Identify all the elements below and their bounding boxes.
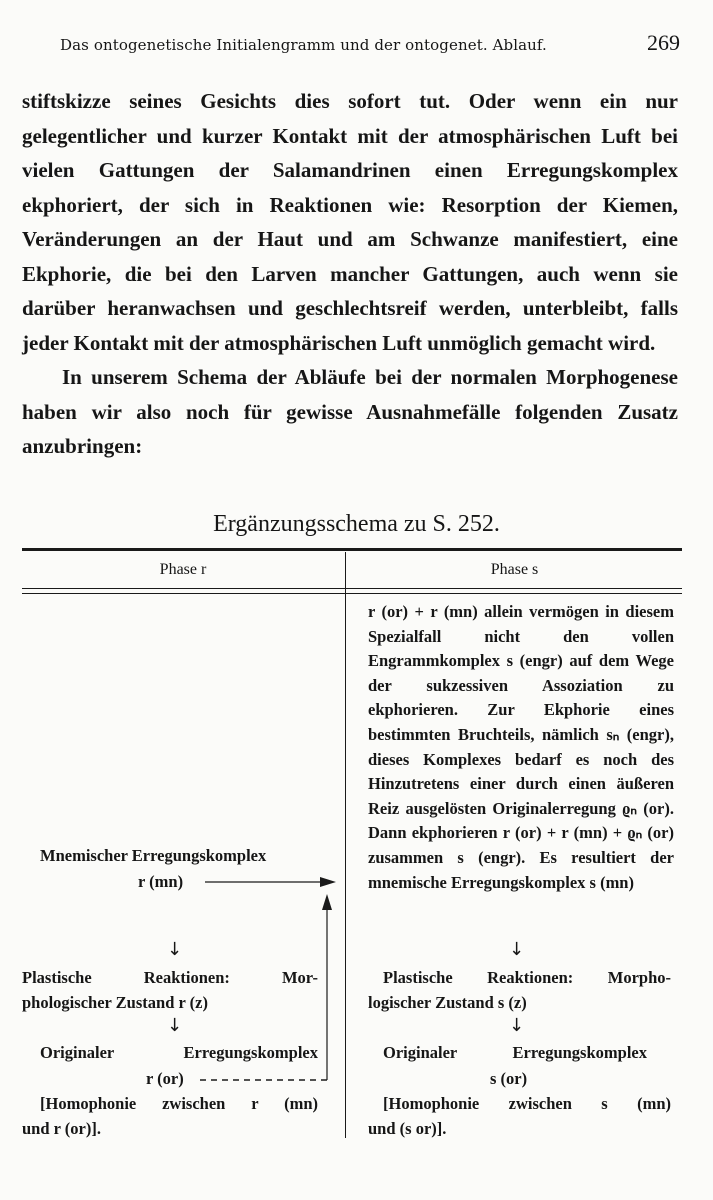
paragraph: In unserem Schema der Abläufe bei der normalen Morphogenese haben wir also noch für gewisse Ausnahmefälle folgenden Zusatz anzubringen: [22, 365, 678, 458]
original-complex-label: Originaler Erregungskomplex [40, 1043, 318, 1062]
paragraph: stiftskizze seines Gesichts dies sofort tut. Oder wenn ein nur gelegentlicher und kurzer Kontakt mit der atmosphärischen Luft bei vielen Gattungen der Salamandrinen einen Erregungskomplex ekphoriert, der sich in Reaktionen wie: Resorption der Kiemen, Veränderungen an der Haut und am Schwanze manifestiert, eine Ekphorie, die bei den Larven mancher Gattungen, auch wenn sie darüber heranwachsen und geschlechtsreif werden, unterbleibt, falls jeder Kontakt mit der atmosphärischen Luft unmöglich gemacht wird. [22, 89, 678, 355]
plastic-reactions-label-s-cont: logischer Zustand s (z) [368, 993, 527, 1012]
arrow-down-icon: ↓ [167, 1015, 183, 1036]
table-header-rule [22, 593, 682, 594]
mnemic-complex-label: Mnemischer Erregungskomplex [40, 846, 267, 865]
mnemic-complex-symbol: r (mn) [138, 872, 184, 891]
body-text [22, 84, 678, 464]
arrow-down-icon: ↓ [167, 939, 183, 960]
arrow-down-icon: ↓ [509, 1015, 525, 1036]
schema-title: Ergänzungsschema zu S. 252. [213, 511, 500, 537]
column-header-phase-s: Phase s [490, 561, 539, 578]
original-complex-symbol-s: s (or) [490, 1069, 528, 1088]
running-head [60, 30, 680, 56]
column-divider [345, 552, 346, 1138]
plastic-reactions-label: Plastische Reaktionen: Mor- [22, 968, 318, 987]
plastic-reactions-label-cont: phologischer Zustand r (z) [22, 993, 208, 1012]
page-number: 269 [647, 30, 680, 55]
homophony-note-cont: und r (or)]. [22, 1119, 101, 1138]
homophony-note-s-cont: und (s or)]. [368, 1119, 447, 1138]
arrow-down-icon: ↓ [509, 939, 525, 960]
arrowhead-up-icon [322, 894, 332, 910]
table-header-rule [22, 588, 682, 589]
original-complex-symbol: r (or) [146, 1069, 184, 1088]
homophony-note: [Homophonie zwischen r (mn) [40, 1094, 318, 1113]
homophony-note-s: [Homophonie zwischen s (mn) [383, 1094, 671, 1113]
phase-s-explanation: r (or) + r (mn) allein vermögen in diesem Spezialfall nicht den vollen Engrammkomplex s (engr) auf dem Wege der sukzessiven Assoziation zu ekphorieren. Zur Ekphorie eines bestimmten Bruchteils, nämlich sₙ (engr), dieses Komplexes bedarf es noch des Hinzutretens einer durch einen äußeren Reiz ausgelösten Originalerregung ϱₙ (or). Dann ekphorieren r (or) + r (mn) + ϱₙ (or) zusammen s (engr). Es resultiert der mnemische Erregungskomplex s (mn) [368, 602, 674, 892]
plastic-reactions-label-s: Plastische Reaktionen: Morpho- [383, 968, 671, 987]
column-header-phase-r: Phase r [159, 561, 207, 578]
original-complex-label-s: Originaler Erregungskomplex [383, 1043, 647, 1062]
running-head-title: Das ontogenetische Initialengramm und der ontogenet. Ablauf. [60, 36, 547, 54]
arrowhead-right-icon [320, 877, 336, 887]
table-top-rule [22, 548, 682, 551]
